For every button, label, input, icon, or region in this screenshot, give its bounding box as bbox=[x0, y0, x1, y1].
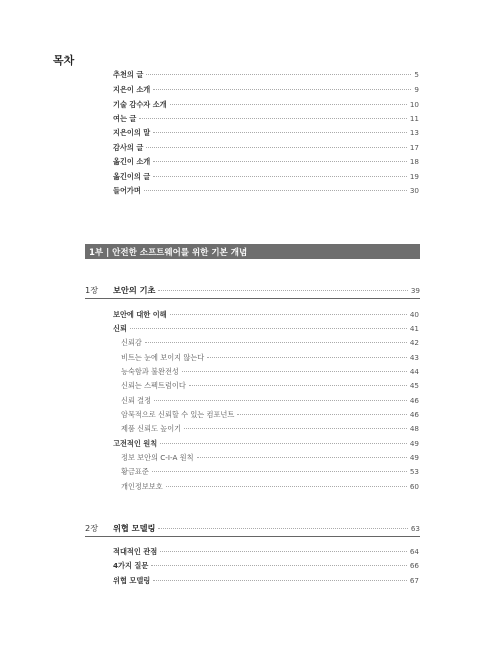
dot-leader bbox=[130, 328, 407, 329]
page-title: 목차 bbox=[53, 54, 75, 67]
dot-leader bbox=[189, 385, 407, 386]
toc-entry-label: 신뢰감 bbox=[121, 338, 142, 347]
dot-leader bbox=[160, 443, 407, 444]
toc-entry-label: 4가지 질문 bbox=[113, 561, 149, 570]
dot-leader bbox=[153, 176, 407, 177]
toc-entry-label: 적대적인 관점 bbox=[113, 547, 158, 556]
toc-entry-label: 고전적인 원칙 bbox=[113, 439, 158, 448]
chapter-page: 63 bbox=[410, 524, 420, 533]
dot-leader bbox=[158, 528, 407, 529]
toc-entry-page: 45 bbox=[409, 381, 419, 390]
dot-leader bbox=[158, 290, 407, 291]
dot-leader bbox=[184, 428, 407, 429]
toc-entry-page: 40 bbox=[409, 310, 419, 319]
toc-entry-page: 19 bbox=[409, 172, 419, 181]
dot-leader bbox=[151, 565, 407, 566]
dot-leader bbox=[160, 551, 407, 552]
chapter-number: 1장 bbox=[85, 285, 99, 295]
chapter-heading[interactable] bbox=[85, 285, 420, 296]
toc-entry-page: 66 bbox=[409, 561, 419, 570]
toc-entry-page: 60 bbox=[409, 482, 419, 491]
toc-entry[interactable] bbox=[113, 70, 419, 79]
toc-entry-page: 49 bbox=[409, 453, 419, 462]
dot-leader bbox=[166, 486, 407, 487]
toc-entry[interactable] bbox=[113, 547, 419, 556]
dot-leader bbox=[154, 400, 407, 401]
toc-entry-page: 13 bbox=[409, 128, 419, 137]
dot-leader bbox=[197, 457, 407, 458]
toc-entry-label: 옮긴이 소개 bbox=[113, 157, 151, 166]
toc-entry-label: 기술 감수자 소개 bbox=[113, 100, 167, 109]
toc-entry[interactable] bbox=[121, 338, 419, 347]
toc-entry[interactable] bbox=[121, 353, 419, 362]
dot-leader bbox=[153, 132, 407, 133]
toc-entry-label: 옮긴이의 글 bbox=[113, 172, 151, 181]
toc-entry[interactable] bbox=[121, 367, 419, 376]
toc-entry-page: 46 bbox=[409, 396, 419, 405]
toc-entry[interactable] bbox=[121, 381, 419, 390]
dot-leader bbox=[153, 580, 407, 581]
toc-entry[interactable] bbox=[121, 410, 419, 419]
toc-entry[interactable] bbox=[113, 324, 419, 333]
toc-entry-page: 67 bbox=[409, 576, 419, 585]
dot-leader bbox=[237, 414, 407, 415]
toc-entry-label: 감사의 글 bbox=[113, 143, 144, 152]
toc-entry[interactable] bbox=[121, 453, 419, 462]
chapter-heading[interactable] bbox=[85, 523, 420, 534]
toc-entry-label: 비트는 눈에 보이지 않는다 bbox=[121, 353, 205, 362]
dot-leader bbox=[146, 74, 411, 75]
toc-entry-label: 신뢰는 스펙트럼이다 bbox=[121, 381, 186, 390]
toc-entry-page: 53 bbox=[409, 467, 419, 476]
toc-entry-page: 11 bbox=[409, 114, 419, 123]
toc-entry-page: 48 bbox=[409, 424, 419, 433]
toc-entry-page: 10 bbox=[409, 100, 419, 109]
toc-entry-label: 들어가며 bbox=[113, 186, 141, 195]
dot-leader bbox=[139, 118, 407, 119]
part-header: 1부 | 안전한 소프트웨어를 위한 기본 개념 bbox=[85, 244, 420, 259]
toc-entry-page: 41 bbox=[409, 324, 419, 333]
dot-leader bbox=[182, 371, 407, 372]
dot-leader bbox=[170, 314, 407, 315]
toc-entry-label: 개인정보보호 bbox=[121, 482, 163, 491]
toc-entry[interactable] bbox=[113, 128, 419, 137]
toc-entry[interactable] bbox=[113, 561, 419, 570]
toc-entry-page: 18 bbox=[409, 157, 419, 166]
toc-entry-label: 지은이 소개 bbox=[113, 85, 151, 94]
toc-entry-page: 42 bbox=[409, 338, 419, 347]
toc-entry-label: 추천의 글 bbox=[113, 70, 144, 79]
toc-entry-page: 5 bbox=[414, 70, 419, 79]
toc-entry[interactable] bbox=[121, 424, 419, 433]
toc-entry-label: 정보 보안의 C-I-A 원칙 bbox=[121, 453, 194, 462]
toc-entry-page: 43 bbox=[409, 353, 419, 362]
toc-entry[interactable] bbox=[121, 482, 419, 491]
toc-entry[interactable] bbox=[113, 85, 419, 94]
toc-entry-label: 능숙함과 불완전성 bbox=[121, 367, 179, 376]
toc-entry[interactable] bbox=[113, 439, 419, 448]
toc-entry[interactable] bbox=[113, 114, 419, 123]
toc-entry[interactable] bbox=[121, 467, 419, 476]
dot-leader bbox=[153, 89, 411, 90]
toc-entry[interactable] bbox=[113, 157, 419, 166]
toc-entry-label: 신뢰 bbox=[113, 324, 127, 333]
toc-entry-label: 보안에 대한 이해 bbox=[113, 310, 167, 319]
toc-entry[interactable] bbox=[113, 100, 419, 109]
dot-leader bbox=[152, 471, 407, 472]
toc-entry[interactable] bbox=[113, 576, 419, 585]
toc-entry-page: 17 bbox=[409, 143, 419, 152]
dot-leader bbox=[153, 161, 407, 162]
toc-entry[interactable] bbox=[121, 396, 419, 405]
dot-leader bbox=[170, 104, 407, 105]
toc-entry-label: 암묵적으로 신뢰할 수 있는 컴포넌트 bbox=[121, 410, 235, 419]
toc-entry-label: 제품 신뢰도 높이기 bbox=[121, 424, 182, 433]
toc-entry-label: 위협 모델링 bbox=[113, 576, 151, 585]
chapter-divider bbox=[85, 536, 420, 537]
chapter-page: 39 bbox=[410, 286, 420, 295]
toc-entry-label: 여는 글 bbox=[113, 114, 137, 123]
chapter-title: 보안의 기초 bbox=[113, 285, 156, 295]
toc-entry[interactable] bbox=[113, 172, 419, 181]
dot-leader bbox=[144, 190, 407, 191]
toc-entry-page: 44 bbox=[409, 367, 419, 376]
toc-entry-label: 지은이의 말 bbox=[113, 128, 151, 137]
chapter-divider bbox=[85, 298, 420, 299]
toc-entry-page: 49 bbox=[409, 439, 419, 448]
toc-entry-page: 9 bbox=[414, 85, 419, 94]
toc-entry-page: 30 bbox=[409, 186, 419, 195]
dot-leader bbox=[207, 357, 407, 358]
toc-entry[interactable] bbox=[113, 310, 419, 319]
chapter-title: 위협 모델링 bbox=[113, 523, 156, 533]
toc-entry[interactable] bbox=[113, 186, 419, 195]
toc-entry[interactable] bbox=[113, 143, 419, 152]
dot-leader bbox=[145, 342, 407, 343]
chapter-number: 2장 bbox=[85, 523, 99, 533]
toc-entry-page: 46 bbox=[409, 410, 419, 419]
dot-leader bbox=[146, 147, 407, 148]
toc-entry-label: 황금표준 bbox=[121, 467, 149, 476]
toc-entry-label: 신뢰 결정 bbox=[121, 396, 152, 405]
toc-entry-page: 64 bbox=[409, 547, 419, 556]
